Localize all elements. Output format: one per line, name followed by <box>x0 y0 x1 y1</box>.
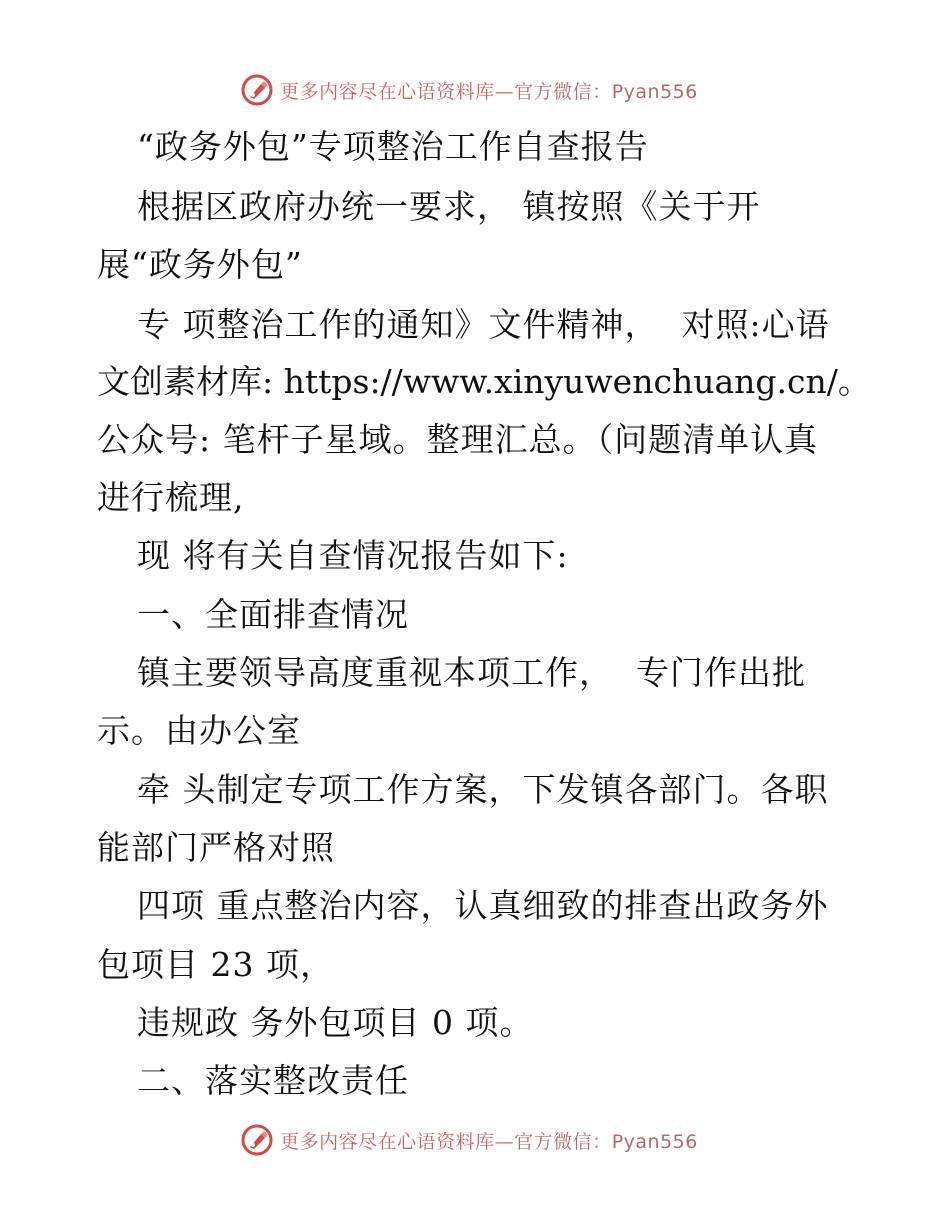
paragraph-line: 文创素材库: https://www.xinyuwenchuang.cn/。 <box>97 362 871 401</box>
paragraph-line: 展“政务外包” <box>97 245 303 284</box>
paragraph-line: 现 将有关自查情况报告如下: <box>137 536 569 575</box>
paragraph-line: 违规政 务外包项目 0 项。 <box>137 1003 534 1042</box>
pen-nib-logo-icon <box>240 73 274 107</box>
header-banner-dash: — <box>494 80 515 103</box>
pen-nib-logo-icon <box>240 1123 274 1157</box>
paragraph-line: 公众号: 笔杆子星域。整理汇总。（问题清单认真 <box>97 420 819 459</box>
document-title: “政务外包”专项整治工作自查报告 <box>137 127 649 166</box>
footer-banner-title: 更多内容尽在心语资料库 <box>280 1130 495 1153</box>
footer-banner-wechat-id: Pyan556 <box>611 1130 698 1153</box>
header-banner-wechat-label: 官方微信： <box>514 80 612 103</box>
paragraph-line: 包项目 23 项， <box>97 945 334 984</box>
footer-banner <box>0 1120 950 1160</box>
header-banner-wechat-id: Pyan556 <box>611 80 698 103</box>
paragraph-line: 示。由办公室 <box>97 711 301 750</box>
paragraph-line: 四项 重点整治内容，认真细致的排查出政务外 <box>137 886 829 925</box>
paragraph-line: 牵 头制定专项工作方案，下发镇各部门。各职 <box>137 770 829 809</box>
footer-banner-text <box>280 1127 698 1154</box>
footer-banner-content <box>240 1123 698 1157</box>
header-banner-title: 更多内容尽在心语资料库 <box>280 80 495 103</box>
section-heading: 二、落实整改责任 <box>137 1061 409 1100</box>
paragraph-line: 进行梳理, <box>97 478 245 517</box>
header-banner <box>0 70 950 110</box>
footer-banner-wechat-label: 官方微信： <box>514 1130 612 1153</box>
header-banner-text <box>280 77 698 104</box>
header-banner-content <box>240 73 698 107</box>
paragraph-line: 根据区政府办统一要求， 镇按照《关于开 <box>137 187 761 226</box>
paragraph-line: 能部门严格对照 <box>97 828 335 867</box>
paragraph-line: 镇主要领导高度重视本项工作， 专门作出批 <box>137 653 806 692</box>
paragraph-line: 专 项整治工作的通知》文件精神， 对照:心语 <box>137 305 830 344</box>
footer-banner-dash: — <box>494 1130 515 1153</box>
section-heading: 一、全面排查情况 <box>137 595 409 634</box>
